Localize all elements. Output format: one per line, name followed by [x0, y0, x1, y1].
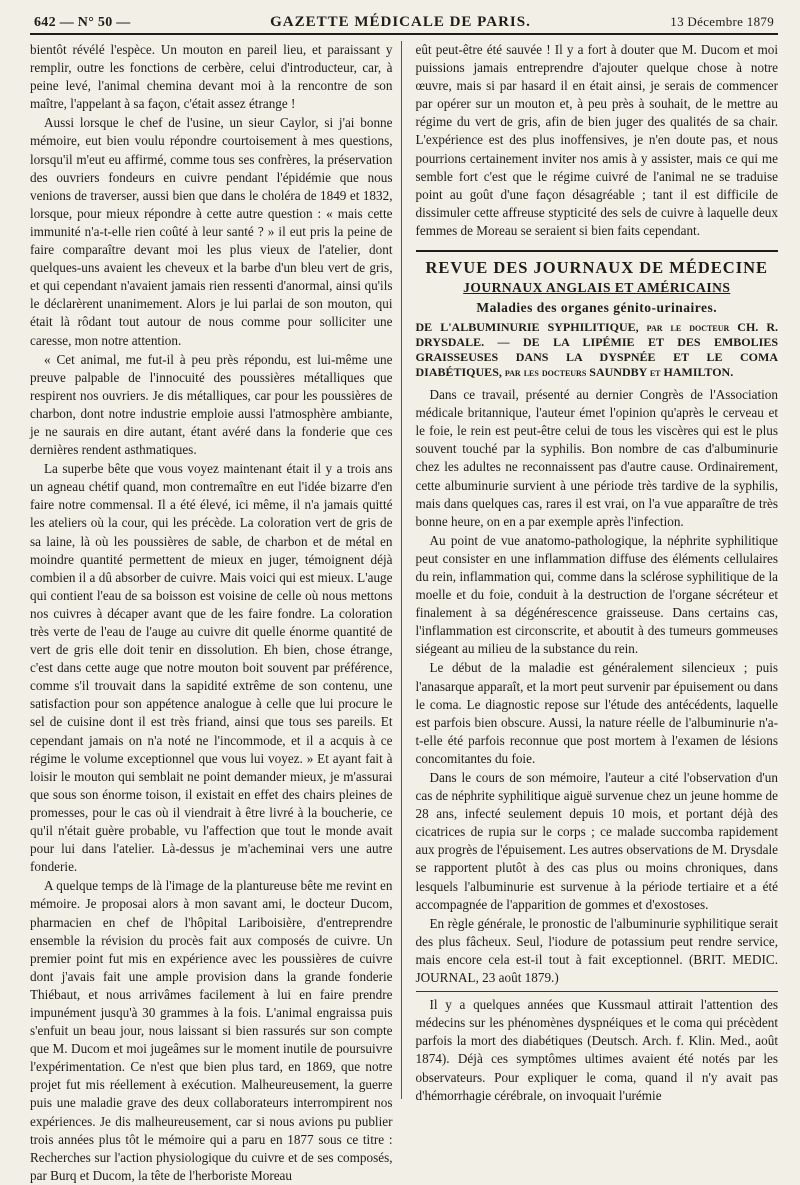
running-header [30, 14, 778, 35]
topic-title: Maladies des organes génito-urinaires. [476, 300, 718, 316]
paragraph: La superbe bête que vous voyez maintenant était il y a trois ans un agneau chétif quand, mon contremaître en eut l'idée bizarre d'en faire notre commensal. Il a été élevé, ici même, il n'a jamais quitté les ateliers où la cour, qui les précède. La coloration vert de gris de sa laine, là où les poussières de sable, de charbon et de métal en moindre quantité permettent de mieux en juger, témoignent déjà combien il a dû absorber de cuivre. Mais voici qui est mieux. L'auge qui contient l'eau de sa boisson est voisine de celle où nous mettons nos cuivres à décaper avant que de les faire fondre. La coloration très verte de l'eau de l'auge au cuivre dit quelle énorme quantité de vert de gris elle doit tenir en dissolution. Eh bien, chose étrange, c'est dans cette auge que notre mouton boit souvent par préférence, comme s'il trouvait dans la sapidité extrême de son contenu, une satisfaction pour son appétence analogue à celle que lui procure le sel de cuisine dont il est très friand, ainsi que tous ses pareils. Et cependant jamais on n'a noté ne l'incommode, et il a acquis à ce régime le volume exceptionnel que vous lui voyez. » Et ayant fait à loisir le mouton qui semblait ne point demander mieux, je m'assurai que sous son énorme toison, il existait en effet des chairs pleines de promesses, pour le cas où il viendrait à être livré à la boucherie, ce qu'il n'était guère probable, vu l'affection que tout le monde avait pour lui dans l'atelier. Là-dessus je m'acheminai vers une autre fonderie. [30, 461, 393, 875]
paragraph: « Cet animal, me fut-il à peu près répondu, est lui-même une preuve palpable de l'innocuité des poussières métalliques que respirent nos ouvriers. Je dis métalliques, car pour les poussières de charbon, dont notre industrie emploie aussi l'atmosphère ambiante, je ne saurais en dire autant, étant avéré dans la fonderie que ces dernières rendent asthmatiques. [30, 351, 393, 458]
journal-title: GAZETTE MÉDICALE DE PARIS. [270, 14, 531, 30]
divider [416, 991, 779, 992]
paragraph: Il y a quelques années que Kussmaul attirait l'attention des médecins sur les phénomènes dyspnéiques et le coma qui précèdent parfois la mort des diabétiques (Deutsch. Arch. f. Klin. Med., août 1874). Déjà ces symptômes ultimes avaient été notés par les observateurs. Pour expliquer le coma, quand il n'y avait pas d'hémorrhagie cérébrale, on invoquait l'urémie [415, 997, 778, 1103]
section-subtitle: JOURNAUX ANGLAIS ET AMÉRICAINS [463, 280, 731, 296]
paragraph: bientôt révélé l'espèce. Un mouton en pareil lieu, et paraissant y remplir, outre les fonctions de cerbère, celui d'introducteur, car, à peine levé, l'animal chemina devant moi à la rencontre de son maître, l'appelant à sa façon, c'était assez étrange ! [30, 42, 393, 112]
left-column [30, 41, 402, 1183]
paragraph: Aussi lorsque le chef de l'usine, un sieur Caylor, si j'ai bonne mémoire, eut bien voulu répondre courtoisement à mes questions, lorsqu'il m'eut eu affirmé, comme tous ses confrères, la préservation des ouvriers fondeurs en cuivre pendant l'épidémie que nous venions de traverser, aussi bien que dans le choléra de 1849 et 1832, lorsque, pour mieux répondre à cette autre question : « mais cette immunité n'a-t-elle rien coûté à leur santé ? » il eut pris la peine de faire comparaître devant moi les plus vieux de l'atelier, dont quelques-uns avaient les cheveux et la barbe d'un bleu vert de gris, et qui cependant n'avaient jamais rien ressenti d'anormal, ainsi qu'ils le déclarèrent unanimement. Alors je lui parlai de son mouton, qui était là rôdant tout autour de nous comme pour solliciter une caresse, mon notre attention. [30, 115, 393, 348]
article-title: DE L'ALBUMINURIE SYPHILITIQUE, par le docteur CH. R. DRYSDALE. — DE LA LIPÉMIE ET DES EMBOLIES GRAISSEUSES DANS LA DYSPNÉE ET LE COMA DIABÉTIQUES, par les docteurs SAUNDBY et HAMILTON. [415, 320, 778, 380]
issue-date: 13 Décembre 1879 [670, 14, 774, 29]
paragraph: A quelque temps de là l'image de la plantureuse bête me revint en mémoire. Je proposai alors à mon savant ami, le docteur Ducom, pharmacien en chef de l'hôpital Lariboisière, d'entreprendre ensemble la révision du procès fait aux composés de cuivre. Un premier point fut mis en expérience avec les poussières de cuivre dont j'avais fait une ample provision dans la grande fonderie Thiébaut, et nous arrivâmes facilement à lui en faire prendre impunément jusqu'à 30 grammes à la fois. L'animal engraissa puis s'enfuit un beau jour, nous laissant si bien rassurés sur son compte que M. Ducom et moi jugeâmes sur le moment inutile de poursuivre l'expérimentation. Ce n'est que bien plus tard, en 1869, que notre projet fut mis réellement à exécution. Malheureusement, la guerre puis une maladie grave des deux collaborateurs interrompirent nos expériences. Je dis malheureusement, car si nous avions pu publier trois années plus tôt le mémoire qui a paru en 1877 sous ce titre : Recherches sur l'action physiologique du cuivre et de ses composés, par Burq et Ducom, la tête de l'herboriste Moreau [30, 878, 393, 1183]
section-title: REVUE DES JOURNAUX DE MÉDECINE [416, 250, 779, 278]
paragraph: Dans le cours de son mémoire, l'auteur a cité l'observation d'un cas de néphrite syphilitique aiguë survenue chez un jeune homme de 28 ans, infecté seulement depuis 10 mois, et portant déjà des cicatrices de rupia sur le corps ; ce malade succomba rapidement aux progrès de l'épuisement. Les autres observations de M. Drysdale se rapportent plutôt à des cas plus ou moins chroniques, dans lesquels l'albuminurie est survenue à la période tertiaire et a été accompagnée de l'apparition de gommes et d'exostoses. [415, 770, 778, 912]
text-columns [30, 41, 778, 1183]
right-column [415, 41, 779, 1103]
paragraph: Au point de vue anatomo-pathologique, la néphrite syphilitique peut consister en une inflammation diffuse des éléments cellulaires du rein, inflammation qui, comme dans la sclérose syphilitique de la moelle et du foie, conduit à la destruction de l'organe sécréteur et finalement à sa dégénérescence graisseuse. Dans certains cas, l'inflammation est circonscrite, et aboutit à des tumeurs gommeuses siégeant au milieu de la substance du rein. [415, 532, 778, 657]
paragraph: Dans ce travail, présenté au dernier Congrès de l'Association médicale britannique, l'auteur émet l'opinion qu'après le cerveau et le foie, le rein est peut-être celui de tous les viscères qui est le plus souvent touché par la syphilis. Bon nombre de cas d'albuminurie chez les adultes ne reconnaissent pas d'autre cause. Ordinairement, cette albuminurie survient à une période très tardive de la syphilis, mais dans quelques cas, rares il est vrai, on l'a vue apparaître de très bonne heure, on en a par exemple après l'infection. [415, 387, 778, 529]
paragraph: eût peut-être été sauvée ! Il y a fort à douter que M. Ducom et moi puissions jamais entreprendre d'ajouter quelque chose à notre œuvre, mais si par hasard il en était ainsi, je serais de commencer par opérer sur un mouton et, à peu près à souhait, de le mettre au régime du vert de gris, afin de bien juger des qualités de sa chair. L'expérience est des plus inoffensives, je n'en doute pas, et nous pourrions certainement inviter nos amis à y assister, mais ce qui me semble fort c'est que le régime cuivré de l'animal ne se traduise point au goût d'une façon désagréable ; tant il est difficile de dissimuler cette affreuse stypticité des sels de cuivre à laquelle deux femmes de Moreau se seraient si bien faits cependant. [415, 42, 778, 238]
paragraph: En règle générale, le pronostic de l'albuminurie syphilitique serait des plus fâcheux. Seul, l'iodure de potassium peut rendre service, mais encore cela est-il tout à fait exceptionnel. (BRIT. MEDIC. JOURNAL, 23 août 1879.) [415, 915, 778, 986]
page-number: 642 — N° 50 — [34, 15, 131, 30]
paragraph: Le début de la maladie est généralement silencieux ; puis l'anasarque apparaît, et la mort peut survenir par épuisement ou dans le coma. Le diagnostic repose sur l'étude des antécédents, laquelle est parfois bien obscure. Aussi, la nature réelle de l'albuminurie n'a-t-elle été parfois reconnue que post mortem à l'examen de lésions concomitantes du foie. [415, 660, 778, 766]
